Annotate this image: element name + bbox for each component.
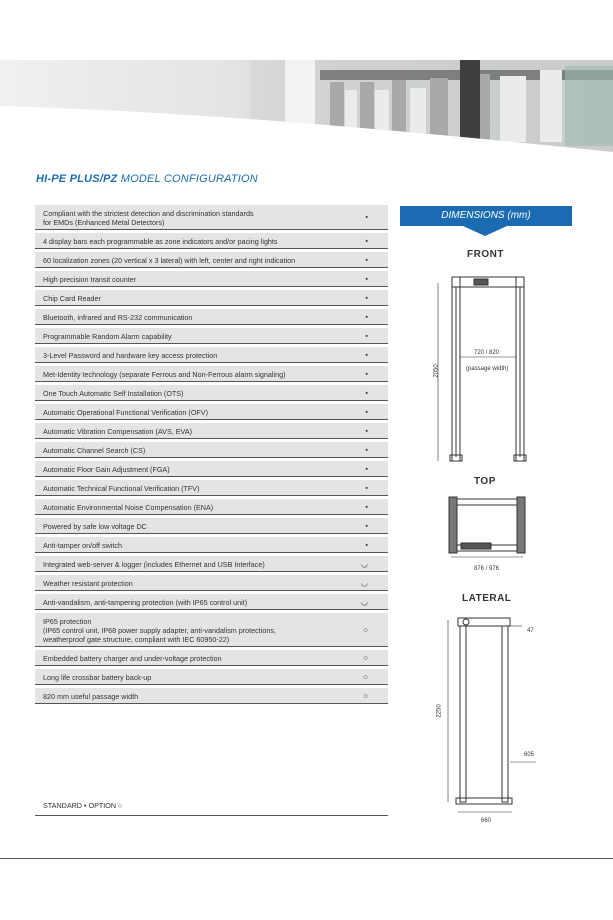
- down-arrow-icon: [463, 226, 507, 236]
- availability-mark: •: [365, 521, 368, 530]
- availability-mark: •: [365, 274, 368, 283]
- table-row: [35, 575, 388, 591]
- availability-mark: •: [365, 502, 368, 511]
- feature-text: Powered by safe low voltage DC: [43, 522, 147, 531]
- feature-text: Automatic Technical Functional Verification (TFV): [43, 484, 200, 493]
- feature-text: Automatic Vibration Compensation (AVS, EVA): [43, 427, 193, 436]
- configuration-table: [35, 205, 388, 704]
- dimensions-header: DIMENSIONS (mm): [400, 206, 572, 226]
- availability-mark: ◡: [361, 578, 368, 587]
- top-width: 876 / 976: [474, 566, 500, 572]
- front-height: 2050: [433, 364, 440, 378]
- availability-mark: •: [365, 407, 368, 416]
- title-suffix: MODEL CONFIGURATION: [120, 173, 258, 185]
- availability-mark: ○: [363, 625, 368, 634]
- lateral-view-label: LATERAL: [462, 593, 512, 604]
- feature-text: Automatic Channel Search (CS): [43, 446, 146, 455]
- table-row: [35, 328, 388, 344]
- feature-text: One Touch Automatic Self Installation (OTS): [43, 389, 184, 398]
- availability-mark: •: [365, 255, 368, 264]
- header-photo: [0, 60, 613, 152]
- lateral-view-drawing: [440, 612, 540, 820]
- page-title: [36, 173, 258, 185]
- front-width: 720 / 820: [474, 350, 500, 356]
- feature-text: High precision transit counter: [43, 275, 137, 284]
- table-row: [35, 669, 388, 685]
- availability-mark: •: [365, 331, 368, 340]
- availability-mark: •: [365, 293, 368, 302]
- availability-mark: ○: [363, 653, 368, 662]
- front-width-note: (passage width): [466, 366, 509, 372]
- table-row: [35, 480, 388, 496]
- table-row: [35, 347, 388, 363]
- table-row: [35, 556, 388, 572]
- availability-mark: •: [365, 312, 368, 321]
- feature-text: 820 mm useful passage width: [43, 692, 139, 701]
- table-row: [35, 613, 388, 647]
- table-row: [35, 309, 388, 325]
- table-row: [35, 688, 388, 704]
- availability-mark: ○: [363, 691, 368, 700]
- feature-text: Anti-vandalism, anti-tampering protection (with IP65 control unit): [43, 598, 248, 607]
- feature-text: Met-Identity technology (separate Ferrous and Non-Ferrous alarm signaling): [43, 370, 286, 379]
- footer-divider: [0, 858, 613, 859]
- feature-text: IP65 protection (IP65 control unit, IP68 power supply adapter, anti-vandalism protections, weatherproof gate structure, compliant with IEC 60950-22): [43, 617, 276, 644]
- table-row: [35, 442, 388, 458]
- availability-mark: •: [365, 388, 368, 397]
- table-row: [35, 423, 388, 439]
- table-row: [35, 385, 388, 401]
- legend: STANDARD • OPTION ○: [35, 801, 388, 816]
- feature-text: Anti-tamper on/off switch: [43, 541, 122, 550]
- model-name: HI-PE PLUS/PZ: [36, 173, 118, 185]
- table-row: [35, 650, 388, 666]
- front-view-drawing: [428, 265, 538, 465]
- lateral-height: 2250: [436, 704, 443, 718]
- availability-mark: •: [365, 483, 368, 492]
- table-row: [35, 461, 388, 477]
- feature-text: Programmable Random Alarm capability: [43, 332, 172, 341]
- availability-mark: •: [365, 350, 368, 359]
- table-row: [35, 518, 388, 534]
- availability-mark: ◡: [361, 597, 368, 606]
- availability-mark: •: [365, 236, 368, 245]
- table-row: [35, 271, 388, 287]
- feature-text: Compliant with the strictest detection and discrimination standards for EMDs (Enhanced Metal Detectors): [43, 209, 254, 227]
- availability-mark: •: [365, 369, 368, 378]
- feature-text: Embedded battery charger and under-voltage protection: [43, 654, 222, 663]
- feature-text: Integrated web-server & logger (includes Ethernet and USB Interface): [43, 560, 265, 569]
- feature-text: Long life crossbar battery back-up: [43, 673, 152, 682]
- feature-text: Chip Card Reader: [43, 294, 101, 303]
- feature-text: Bluetooth, infrared and RS-232 communication: [43, 313, 193, 322]
- availability-mark: •: [365, 540, 368, 549]
- table-row: [35, 233, 388, 249]
- availability-mark: •: [365, 464, 368, 473]
- front-view-label: FRONT: [467, 249, 504, 260]
- feature-text: 3-Level Password and hardware key access protection: [43, 351, 218, 360]
- table-row: [35, 366, 388, 382]
- availability-mark: •: [365, 445, 368, 454]
- table-row: [35, 537, 388, 553]
- feature-text: Weather resistant protection: [43, 579, 133, 588]
- lateral-top-dim: 47: [527, 628, 534, 634]
- availability-mark: •: [365, 426, 368, 435]
- feature-text: Automatic Environmental Noise Compensation (ENA): [43, 503, 214, 512]
- feature-text: Automatic Floor Gain Adjustment (FGA): [43, 465, 170, 474]
- table-row: [35, 290, 388, 306]
- availability-mark: •: [365, 212, 368, 222]
- feature-text: 60 localization zones (20 vertical x 3 lateral) with left, center and right indication: [43, 256, 296, 265]
- table-row: [35, 404, 388, 420]
- table-row: [35, 594, 388, 610]
- table-row: [35, 252, 388, 268]
- feature-text: 4 display bars each programmable as zone indicators and/or pacing lights: [43, 237, 278, 246]
- top-view-drawing: [445, 493, 529, 563]
- availability-mark: ○: [363, 672, 368, 681]
- lateral-depth: 660: [481, 818, 492, 824]
- lateral-lower-dim: 605: [524, 752, 535, 758]
- top-view-label: TOP: [474, 476, 496, 487]
- feature-text: Automatic Operational Functional Verification (OFV): [43, 408, 208, 417]
- availability-mark: ◡: [361, 559, 368, 568]
- table-row: [35, 499, 388, 515]
- table-row: [35, 205, 388, 230]
